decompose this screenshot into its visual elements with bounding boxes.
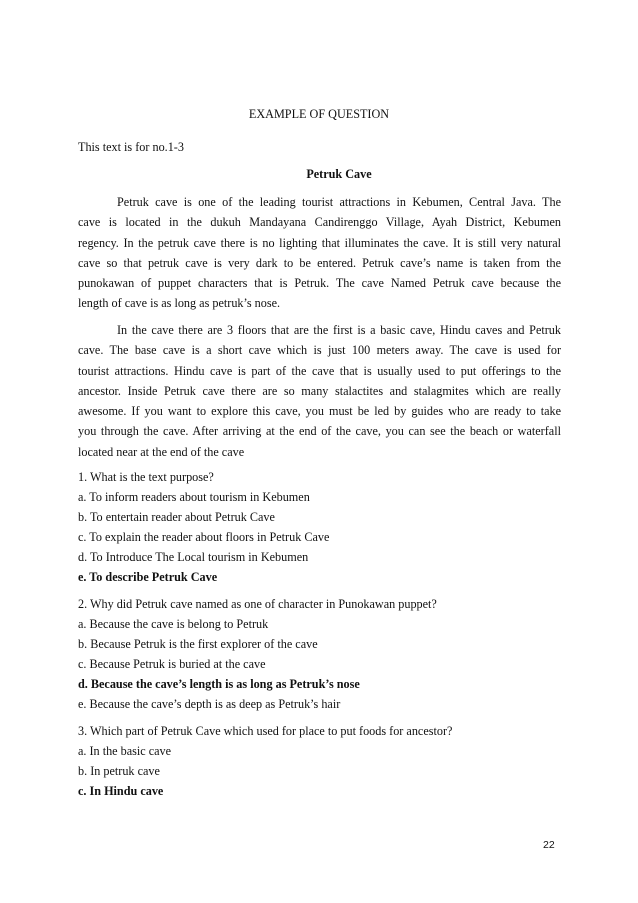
paragraph-line: tourist attractions. Hindu cave is part of the cave that is usually used to put offerings to the [78, 363, 561, 378]
question-option: b. To entertain reader about Petruk Cave [78, 510, 275, 524]
question-option: b. In petruk cave [78, 764, 160, 778]
question-answer: e. To describe Petruk Cave [78, 570, 218, 584]
question-prompt: 1. What is the text purpose? [78, 470, 214, 484]
question-3 [78, 721, 568, 801]
question-option: c. Because Petruk is buried at the cave [78, 657, 266, 671]
paragraph-line: punokawan of puppet characters that is Petruk. The cave Named Petruk cave because the [78, 276, 561, 291]
paragraph-line: length of cave is as long as petruk’s nose. [78, 296, 281, 311]
paragraph-line: you through the cave. After arriving at the end of the cave, you can see the beach or waterfall [78, 424, 561, 439]
question-1 [78, 467, 568, 587]
paragraph-line: cave. The base cave is a short cave which is just 100 meters away. The cave is used for [78, 343, 561, 358]
question-2 [78, 594, 568, 714]
question-answer: d. Because the cave’s length is as long as Petruk’s nose [78, 677, 360, 691]
question-prompt: 2. Why did Petruk cave named as one of character in Punokawan puppet? [78, 597, 437, 611]
question-option: b. Because Petruk is the first explorer of the cave [78, 637, 318, 651]
paragraph-line: In the cave there are 3 floors that are the first is a basic cave, Hindu caves and Petruk [117, 323, 561, 337]
question-prompt: 3. Which part of Petruk Cave which used for place to put foods for ancestor? [78, 724, 453, 738]
source-note: This text is for no.1-3 [78, 140, 184, 154]
question-option: a. In the basic cave [78, 744, 172, 758]
paragraph-line: awesome. If you want to explore this cave, you must be led by guides who are ready to take [78, 404, 561, 419]
paragraph-line: regency. In the petruk cave there is no lighting that illuminates the cave. It is still very natural [78, 235, 561, 250]
question-answer: c. In Hindu cave [78, 784, 164, 798]
question-option: c. To explain the reader about floors in Petruk Cave [78, 530, 330, 544]
page-heading: EXAMPLE OF QUESTION [248, 107, 390, 121]
paragraph-2 [78, 320, 561, 462]
question-option: e. Because the cave’s depth is as deep as Petruk’s hair [78, 697, 341, 711]
paragraph-line: cave so that petruk cave is very dark to be entered. Petruk cave’s name is taken from the [78, 255, 561, 270]
paragraph-line: located near at the end of the cave [78, 444, 245, 459]
article-title: Petruk Cave [306, 167, 372, 181]
question-option: d. To Introduce The Local tourism in Kebumen [78, 550, 309, 564]
page-number: 22 [543, 839, 555, 851]
paragraph-line: ancestor. Inside Petruk cave there are so many stalactites and stalagmites which are really [78, 383, 561, 398]
paragraph-line: Petruk cave is one of the leading tourist attractions in Kebumen, Central Java. The [117, 195, 561, 209]
paragraph-1 [78, 192, 561, 314]
question-option: a. To inform readers about tourism in Kebumen [78, 490, 310, 504]
paragraph-line: cave is located in the dukuh Mandayana Candirenggo Village, Ayah District, Kebumen [78, 215, 561, 230]
question-option: a. Because the cave is belong to Petruk [78, 617, 269, 631]
